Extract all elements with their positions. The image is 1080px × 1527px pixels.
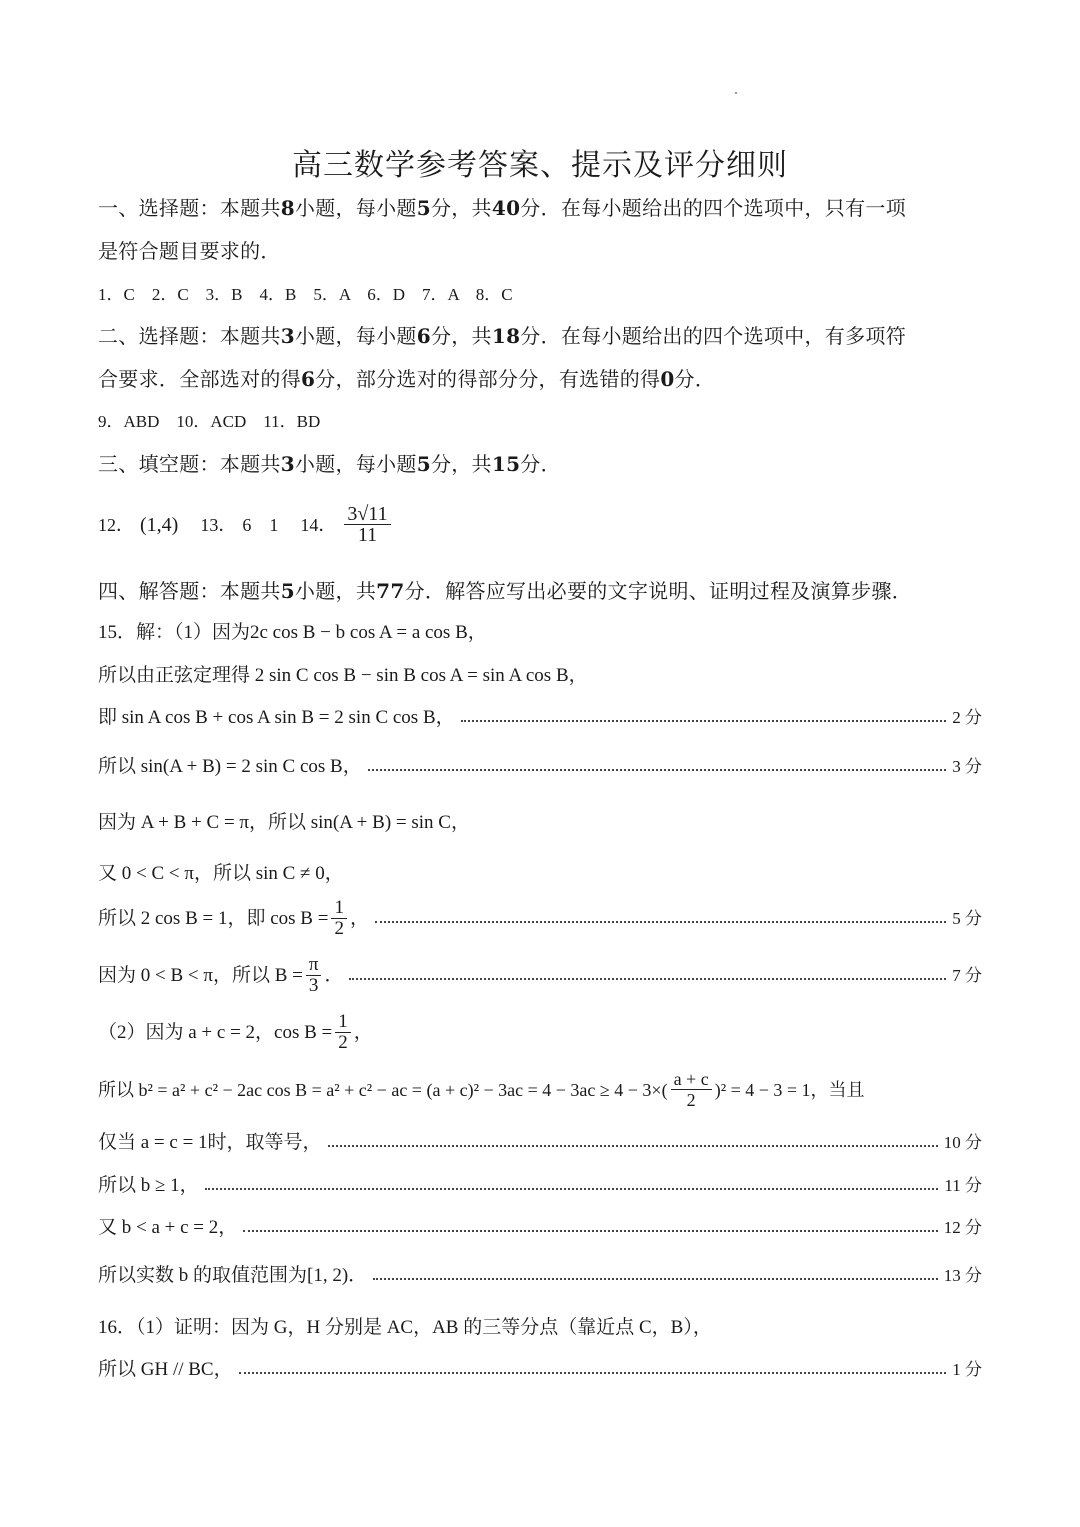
p15-line-5: 因为 A + B + C = π，所以 sin(A + B) = sin C， xyxy=(98,812,470,833)
q13-label: 13． xyxy=(200,514,237,535)
s2-points-each: 6 xyxy=(416,324,431,348)
q14-numerator: 3√11 xyxy=(344,504,390,525)
s1-points-each: 5 xyxy=(416,196,431,220)
p15-line-2: 所以由正弦定理得 2 sin C cos B − sin B cos A = sin A cos B， xyxy=(98,665,588,686)
q14-denominator: 11 xyxy=(357,524,378,546)
p15-line-13 xyxy=(98,1215,982,1241)
score-mark: 10 分 xyxy=(943,1133,982,1152)
s2-wrong-points: 0 xyxy=(660,367,675,391)
leader-dots xyxy=(205,1188,939,1190)
p15-line-11 xyxy=(98,1130,982,1156)
s2-text-d: 分．在每小题给出的四个选项中，有多项符 xyxy=(520,324,906,348)
p15-line-12-text: 所以 b ≥ 1， xyxy=(98,1175,199,1196)
p15-line-12 xyxy=(98,1173,982,1199)
leader-dots xyxy=(239,1372,947,1374)
leader-dots xyxy=(461,720,947,722)
s4-count: 5 xyxy=(280,579,295,603)
leader-dots xyxy=(375,921,946,923)
fraction-numerator: 1 xyxy=(331,898,347,919)
p15-line-10 xyxy=(98,1069,982,1110)
s1-count: 8 xyxy=(280,196,295,220)
s1-text-a: 一、选择题：本题共 xyxy=(98,196,281,220)
s2-text-g: 分． xyxy=(674,367,716,391)
s1-text-b: 小题，每小题 xyxy=(294,196,417,220)
s4-text-a: 四、解答题：本题共 xyxy=(98,579,281,603)
answers-12-14 xyxy=(98,504,982,545)
s2-count: 3 xyxy=(280,324,295,348)
p15-line-11-text: 仅当 a = c = 1时，取等号， xyxy=(98,1132,322,1153)
section-1-heading-cont: 是符合题目要求的． xyxy=(98,239,281,263)
fraction xyxy=(671,1069,712,1110)
leader-dots xyxy=(328,1145,938,1147)
section-3-heading xyxy=(98,451,982,477)
p15-line-3-text: 即 sin A cos B + cos A sin B = 2 sin C cos B， xyxy=(98,707,455,728)
fraction-numerator: 1 xyxy=(335,1012,351,1033)
q14-answer xyxy=(344,504,390,545)
p15-line-8 xyxy=(98,955,982,996)
s4-text-b: 小题，共 xyxy=(294,579,377,603)
fraction-numerator: π xyxy=(306,955,322,976)
p15-line-10-tail: )² = 4 − 3 = 1，当且 xyxy=(714,1079,865,1100)
p15-line-7-text: 所以 2 cos B = 1，即 cos B = xyxy=(98,907,329,929)
s3-points-total: 15 xyxy=(491,452,521,476)
s3-points-each: 5 xyxy=(416,452,431,476)
score-mark: 11 分 xyxy=(944,1176,982,1195)
punct: ， xyxy=(349,907,369,929)
fraction-denominator: 3 xyxy=(308,975,319,996)
p16-line-1: 16．（1）证明：因为 G，H 分别是 AC，AB 的三等分点（靠近点 C，B）， xyxy=(98,1317,712,1338)
score-mark: 13 分 xyxy=(943,1266,982,1285)
p15-line-9 xyxy=(98,1012,982,1053)
punct: ． xyxy=(324,964,344,986)
score-mark: 5 分 xyxy=(952,908,982,928)
s3-text-a: 三、填空题：本题共 xyxy=(98,452,281,476)
p15-line-7 xyxy=(98,898,982,939)
s2-text-f: 分，部分选对的得部分分，有选错的得 xyxy=(315,367,661,391)
section-2-heading-cont xyxy=(98,366,982,392)
scan-mark xyxy=(735,92,737,94)
s2-text-b: 小题，每小题 xyxy=(294,324,417,348)
p15-line-1: 15．解：（1）因为2c cos B − b cos A = a cos B， xyxy=(98,622,487,643)
punct: ， xyxy=(353,1021,373,1043)
s2-text-e: 合要求．全部选对的得 xyxy=(98,367,301,391)
score-mark: 12 分 xyxy=(943,1218,982,1237)
s2-text-c: 分，共 xyxy=(430,324,492,348)
section-1-heading xyxy=(98,195,982,221)
score-mark: 2 分 xyxy=(952,708,982,727)
s3-count: 3 xyxy=(280,452,295,476)
fraction xyxy=(335,1012,351,1053)
score-mark: 3 分 xyxy=(952,757,982,776)
p15-line-4 xyxy=(98,754,982,780)
s1-text-d: 分．在每小题给出的四个选项中，只有一项 xyxy=(520,196,906,220)
s2-full-points: 6 xyxy=(301,367,316,391)
q14-label: 14． xyxy=(300,514,337,535)
leader-dots xyxy=(243,1230,937,1232)
fraction-numerator: a + c xyxy=(671,1069,712,1090)
p16-line-2 xyxy=(98,1357,982,1383)
p15-line-8-text: 因为 0 < B < π，所以 B = xyxy=(98,964,303,986)
answers-9-11: 9．ABD 10．ACD 11．BD xyxy=(98,412,321,431)
p15-line-13-text: 又 b < a + c = 2， xyxy=(98,1217,238,1238)
answers-1-8: 1．C 2．C 3．B 4．B 5．A 6．D 7．A 8．C xyxy=(98,285,513,304)
p15-line-14 xyxy=(98,1263,982,1289)
p16-line-2-text: 所以 GH // BC， xyxy=(98,1359,233,1380)
s2-points-total: 18 xyxy=(491,324,521,348)
page-title: 高三数学参考答案、提示及评分细则 xyxy=(292,148,788,183)
p15-line-14-text: 所以实数 b 的取值范围为[1, 2)． xyxy=(98,1265,368,1286)
s2-text-a: 二、选择题：本题共 xyxy=(98,324,281,348)
fraction-denominator: 2 xyxy=(334,918,344,939)
fraction xyxy=(306,955,322,996)
fraction-denominator: 2 xyxy=(686,1090,696,1110)
fraction xyxy=(331,898,347,939)
s3-text-b: 小题，每小题 xyxy=(294,452,417,476)
p15-line-3 xyxy=(98,705,982,731)
p15-line-9-text: （2）因为 a + c = 2，cos B = xyxy=(98,1021,333,1043)
s1-points-total: 40 xyxy=(491,196,521,220)
score-mark: 1 分 xyxy=(952,1360,982,1379)
s4-text-c: 分．解答应写出必要的文字说明、证明过程及演算步骤． xyxy=(404,579,913,603)
section-2-heading xyxy=(98,323,982,349)
q12-answer: (1,4) xyxy=(140,513,179,536)
s3-text-c: 分，共 xyxy=(430,452,492,476)
s3-text-d: 分． xyxy=(520,452,561,476)
score-mark: 7 分 xyxy=(952,965,982,985)
p15-line-10-text: 所以 b² = a² + c² − 2ac cos B = a² + c² − ac = (a + c)² − 3ac = 4 − 3ac ≥ 4 − 3×( xyxy=(98,1079,668,1100)
section-4-heading xyxy=(98,578,982,604)
s4-points-total: 77 xyxy=(376,579,405,603)
fraction-denominator: 2 xyxy=(338,1032,348,1053)
leader-dots xyxy=(349,978,946,980)
q13-answer: 6 1 xyxy=(242,514,279,535)
leader-dots xyxy=(373,1278,938,1280)
leader-dots xyxy=(368,769,947,771)
q12-label: 12． xyxy=(98,514,134,535)
p15-line-6: 又 0 < C < π，所以 sin C ≠ 0， xyxy=(98,863,344,884)
s1-text-c: 分，共 xyxy=(430,196,492,220)
p15-line-4-text: 所以 sin(A + B) = 2 sin C cos B， xyxy=(98,756,362,777)
